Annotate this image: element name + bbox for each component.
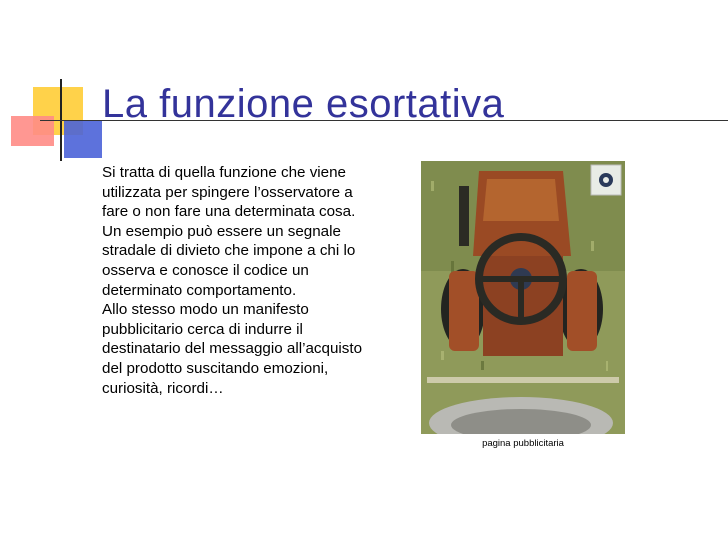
paragraph-advertising-example: Allo stesso modo un manifesto pubblicitario cerca di indurre il destinatario del messaggio all’acquisto del prodotto suscitando emozioni, curiosità, ricordi… [102, 301, 363, 397]
advertisement-image [421, 161, 625, 434]
slide-title: La funzione esortativa [102, 82, 505, 126]
paragraph-definition: Si tratta di quella funzione che viene utilizzata per spingere l’osservatore a fare o non fare una determinata cosa. [102, 164, 356, 221]
slide-body [102, 163, 382, 398]
paragraph-road-sign-example: Un esempio può essere un segnale stradale di divieto che impone a chi lo osserva e conosce il codice un determinato comportamento. [102, 222, 356, 299]
decor-blue-square [64, 120, 102, 158]
image-caption: pagina pubblicitaria [482, 438, 564, 449]
